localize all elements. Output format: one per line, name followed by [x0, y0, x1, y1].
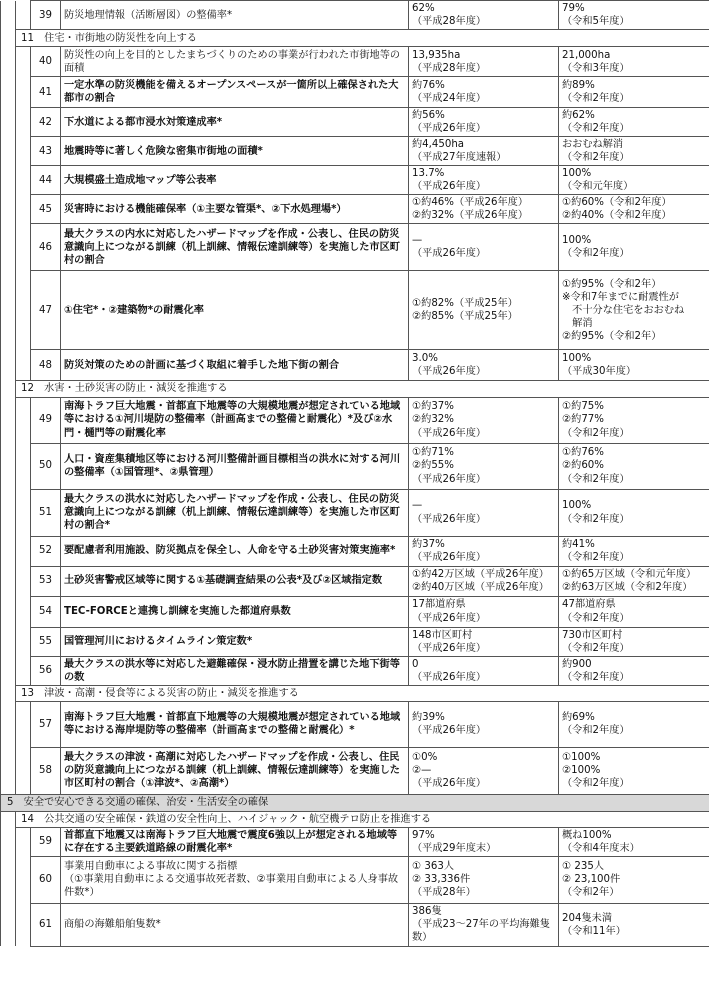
subsection-number: 14 — [21, 813, 34, 825]
section-title: 安全で安心できる交通の確保、治安・生活安全の確保 — [23, 797, 269, 809]
baseline-value: 3.0% （平成26年度） — [409, 350, 559, 381]
indicator-text: 人口・資産集積地区等における河川整備計画目標相当の洪水に対する河川の整備率（①国管理*、②県管理） — [61, 443, 409, 489]
baseline-value: 13.7% （平成26年度） — [409, 166, 559, 195]
target-value: 21,000ha （令和3年度） — [559, 47, 709, 77]
indicator-text: 最大クラスの洪水等に対応した避難確保・浸水防止措置を講じた地下街等の数 — [61, 656, 409, 685]
indicator-number: 60 — [31, 856, 61, 903]
indicator-number: 45 — [31, 195, 61, 224]
indent-cell — [16, 856, 31, 903]
target-value: 概ね100% （令和4年度末） — [559, 827, 709, 856]
target-value: ① 235人 ② 23,100件 （令和2年） — [559, 856, 709, 903]
indicator-number: 42 — [31, 108, 61, 137]
baseline-value: 62% （平成28年度） — [409, 1, 559, 30]
indicator-number: 56 — [31, 656, 61, 685]
target-value: 100% （令和元年度） — [559, 166, 709, 195]
target-value: 約41% （令和2年度） — [559, 536, 709, 566]
indicator-number: 52 — [31, 536, 61, 566]
indicator-row — [1, 856, 709, 903]
target-value: ①約75% ②約77% （令和2年度） — [559, 397, 709, 443]
indent-cell — [16, 596, 31, 627]
indent-cell — [16, 656, 31, 685]
indicator-row — [1, 397, 709, 443]
indicator-text: 国管理河川におけるタイムライン策定数* — [61, 627, 409, 656]
indicator-number: 47 — [31, 271, 61, 350]
indicator-row — [1, 747, 709, 794]
indicator-row — [1, 166, 709, 195]
indent-cell — [1, 685, 16, 701]
indicator-number: 59 — [31, 827, 61, 856]
target-value: 約900 （令和2年度） — [559, 656, 709, 685]
indent-cell — [1, 108, 16, 137]
baseline-value: 17都道府県 （平成26年度） — [409, 596, 559, 627]
indent-cell — [1, 397, 16, 443]
indent-cell — [16, 397, 31, 443]
indent-cell — [1, 811, 16, 827]
indicator-row — [1, 566, 709, 596]
target-value: 79% （令和5年度） — [559, 1, 709, 30]
indicator-row — [1, 77, 709, 108]
indent-cell — [1, 701, 16, 747]
indent-cell — [1, 47, 16, 77]
indent-cell — [1, 827, 16, 856]
indicator-number: 55 — [31, 627, 61, 656]
indent-cell — [1, 656, 16, 685]
subsection-row — [1, 811, 709, 827]
indent-cell — [16, 137, 31, 166]
indicator-text: 首都直下地震又は南海トラフ巨大地震で震度6強以上が想定される地域等に存在する主要鉄道路線の耐震化率* — [61, 827, 409, 856]
baseline-value: 約76% （平成24年度） — [409, 77, 559, 108]
indicator-row — [1, 827, 709, 856]
subsection-title: 津波・高潮・侵食等による災害の防止・減災を推進する — [44, 687, 299, 699]
indicator-text: 最大クラスの洪水に対応したハザードマップを作成・公表し、住民の防災意識向上につながる訓練（机上訓練、情報伝達訓練等）を実施した市区町村の割合* — [61, 489, 409, 536]
baseline-value: 約37% （平成26年度） — [409, 536, 559, 566]
indent-cell — [16, 77, 31, 108]
indent-cell — [16, 108, 31, 137]
indicator-row — [1, 489, 709, 536]
indent-cell — [1, 856, 16, 903]
indent-cell — [16, 536, 31, 566]
subsection-title: 住宅・市街地の防災性を向上する — [44, 32, 197, 44]
indent-cell — [1, 271, 16, 350]
indent-cell — [1, 747, 16, 794]
baseline-value: 約39% （平成26年度） — [409, 701, 559, 747]
subsection-number: 11 — [21, 32, 34, 44]
indicator-number: 44 — [31, 166, 61, 195]
indent-cell — [16, 195, 31, 224]
indicator-text: 最大クラスの津波・高潮に対応したハザードマップを作成・公表し、住民の防災意識向上につながる訓練（机上訓練、情報伝達訓練等）を実施した市区町村の割合（①津波*、②高潮*） — [61, 747, 409, 794]
indent-cell — [1, 381, 16, 397]
target-value: 204隻未満 （令和11年） — [559, 903, 709, 946]
target-value: 100% （令和2年度） — [559, 224, 709, 271]
indent-cell — [16, 627, 31, 656]
indent-cell — [1, 30, 16, 47]
target-value: ①100% ②100% （令和2年度） — [559, 747, 709, 794]
subsection-heading — [16, 381, 709, 397]
baseline-value: ①約46%（平成26年度） ②約32%（平成26年度） — [409, 195, 559, 224]
indicator-number: 58 — [31, 747, 61, 794]
indicator-row — [1, 443, 709, 489]
indent-cell — [16, 271, 31, 350]
indicator-text: 災害時における機能確保率（①主要な管渠*、②下水処理場*） — [61, 195, 409, 224]
indent-cell — [1, 350, 16, 381]
baseline-value: 97% （平成29年度末） — [409, 827, 559, 856]
target-value: 100% （平成30年度） — [559, 350, 709, 381]
subsection-title: 公共交通の安全確保・鉄道の安全性向上、ハイジャック・航空機テロ防止を推進する — [44, 813, 432, 825]
baseline-value: ①0% ②— （平成26年度） — [409, 747, 559, 794]
indicator-row — [1, 137, 709, 166]
indent-cell — [1, 137, 16, 166]
baseline-value: — （平成26年度） — [409, 224, 559, 271]
indent-cell — [1, 536, 16, 566]
baseline-value: ①約42万区域（平成26年度） ②約40万区域（平成26年度） — [409, 566, 559, 596]
indicator-number: 48 — [31, 350, 61, 381]
target-value: ①約60%（令和2年度） ②約40%（令和2年度） — [559, 195, 709, 224]
indent-cell — [16, 443, 31, 489]
baseline-value: 386隻 （平成23〜27年の平均海難隻数） — [409, 903, 559, 946]
indent-cell — [1, 566, 16, 596]
subsection-row — [1, 685, 709, 701]
indicator-text: 一定水準の防災機能を備えるオープンスペースが一箇所以上確保された大都市の割合 — [61, 77, 409, 108]
indicator-row — [1, 903, 709, 946]
indent-cell — [1, 166, 16, 195]
indent-cell — [16, 747, 31, 794]
target-value: 730市区町村 （令和2年度） — [559, 627, 709, 656]
indent-cell — [1, 443, 16, 489]
indicator-number: 39 — [31, 1, 61, 30]
indent-cell — [16, 489, 31, 536]
indicator-text: 南海トラフ巨大地震・首都直下地震等の大規模地震が想定されている地域等における①河川堤防の整備率（計画高までの整備と耐震化）*及び②水門・樋門等の耐震化率 — [61, 397, 409, 443]
indicator-number: 54 — [31, 596, 61, 627]
indent-cell — [16, 47, 31, 77]
indent-cell — [16, 566, 31, 596]
subsection-heading — [16, 685, 709, 701]
baseline-value: 0 （平成26年度） — [409, 656, 559, 685]
subsection-row — [1, 30, 709, 47]
target-value: 47都道府県 （令和2年度） — [559, 596, 709, 627]
indicator-number: 46 — [31, 224, 61, 271]
target-value: ①約95%（令和2年） ※令和7年までに耐震性が 不十分な住宅をおおむね 解消 ②約95%（令和2年） — [559, 271, 709, 350]
target-value: ①約76% ②約60% （令和2年度） — [559, 443, 709, 489]
indicator-number: 61 — [31, 903, 61, 946]
indent-cell — [1, 489, 16, 536]
subsection-title: 水害・土砂災害の防止・減災を推進する — [44, 383, 228, 395]
baseline-value: 約4,450ha （平成27年度速報） — [409, 137, 559, 166]
indicator-number: 40 — [31, 47, 61, 77]
indicator-number: 50 — [31, 443, 61, 489]
target-value: 約69% （令和2年度） — [559, 701, 709, 747]
indicator-row — [1, 536, 709, 566]
indicator-row — [1, 108, 709, 137]
indicator-row — [1, 1, 709, 30]
indent-cell — [16, 350, 31, 381]
indicator-text: 南海トラフ巨大地震・首都直下地震等の大規模地震が想定されている地域等における海岸堤防等の整備率（計画高までの整備と耐震化）* — [61, 701, 409, 747]
subsection-number: 13 — [21, 687, 34, 699]
indent-cell — [16, 1, 31, 30]
indicator-number: 53 — [31, 566, 61, 596]
subsection-number: 12 — [21, 383, 34, 395]
indicator-number: 51 — [31, 489, 61, 536]
baseline-value: ①約82%（平成25年） ②約85%（平成25年） — [409, 271, 559, 350]
indicator-text: 商船の海難船舶隻数* — [61, 903, 409, 946]
indicator-text: 下水道による都市浸水対策達成率* — [61, 108, 409, 137]
subsection-row — [1, 381, 709, 397]
indent-cell — [1, 903, 16, 946]
indent-cell — [16, 166, 31, 195]
indent-cell — [1, 627, 16, 656]
section-row — [1, 794, 709, 811]
section-number: 5 — [7, 797, 14, 809]
indicator-text: 防災性の向上を目的としたまちづくりのための事業が行われた市街地等の面積 — [61, 47, 409, 77]
indent-cell — [16, 224, 31, 271]
indicator-row — [1, 656, 709, 685]
baseline-value: 148市区町村 （平成26年度） — [409, 627, 559, 656]
target-value: おおむね解消 （令和2年度） — [559, 137, 709, 166]
indicator-row — [1, 627, 709, 656]
subsection-heading — [16, 811, 709, 827]
baseline-value: 約56% （平成26年度） — [409, 108, 559, 137]
target-value: 約89% （令和2年度） — [559, 77, 709, 108]
indent-cell — [1, 77, 16, 108]
subsection-heading — [16, 30, 709, 47]
target-value: 約62% （令和2年度） — [559, 108, 709, 137]
indicator-text: 土砂災害警戒区域等に関する①基礎調査結果の公表*及び②区域指定数 — [61, 566, 409, 596]
indicator-text: 防災地理情報（活断層図）の整備率* — [61, 1, 409, 30]
indicator-text: 防災対策のための計画に基づく取組に着手した地下街の割合 — [61, 350, 409, 381]
baseline-value: ① 363人 ② 33,336件 （平成28年） — [409, 856, 559, 903]
baseline-value: — （平成26年度） — [409, 489, 559, 536]
indicator-row — [1, 195, 709, 224]
indent-cell — [16, 903, 31, 946]
indicator-text: TEC-FORCEと連携し訓練を実施した都道府県数 — [61, 596, 409, 627]
target-value: ①約65万区域（令和元年度） ②約63万区域（令和2年度） — [559, 566, 709, 596]
indicator-row — [1, 224, 709, 271]
baseline-value: ①約71% ②約55% （平成26年度） — [409, 443, 559, 489]
indicator-row — [1, 701, 709, 747]
baseline-value: ①約37% ②約32% （平成26年度） — [409, 397, 559, 443]
indent-cell — [16, 827, 31, 856]
target-value: 100% （令和2年度） — [559, 489, 709, 536]
indent-cell — [1, 1, 16, 30]
indicator-text: 要配慮者利用施設、防災拠点を保全し、人命を守る土砂災害対策実施率* — [61, 536, 409, 566]
indicator-number: 57 — [31, 701, 61, 747]
indicator-row — [1, 271, 709, 350]
indicator-number: 49 — [31, 397, 61, 443]
section-heading — [1, 794, 709, 811]
indicator-table-body — [1, 1, 709, 947]
indicator-row — [1, 350, 709, 381]
indicator-row — [1, 47, 709, 77]
indicator-number: 43 — [31, 137, 61, 166]
indent-cell — [16, 701, 31, 747]
indent-cell — [1, 224, 16, 271]
indent-cell — [1, 195, 16, 224]
indent-cell — [1, 596, 16, 627]
baseline-value: 13,935ha （平成28年度） — [409, 47, 559, 77]
indicator-text: 大規模盛土造成地マップ等公表率 — [61, 166, 409, 195]
indicator-text: 最大クラスの内水に対応したハザードマップを作成・公表し、住民の防災意識向上につながる訓練（机上訓練、情報伝達訓練等）を実施した市区町村の割合 — [61, 224, 409, 271]
indicator-text: 事業用自動車による事故に関する指標 （①事業用自動車による交通事故死者数、②事業用自動車による人身事故件数*） — [61, 856, 409, 903]
indicator-number: 41 — [31, 77, 61, 108]
indicator-row — [1, 596, 709, 627]
indicator-text: ①住宅*・②建築物*の耐震化率 — [61, 271, 409, 350]
indicator-text: 地震時等に著しく危険な密集市街地の面積* — [61, 137, 409, 166]
